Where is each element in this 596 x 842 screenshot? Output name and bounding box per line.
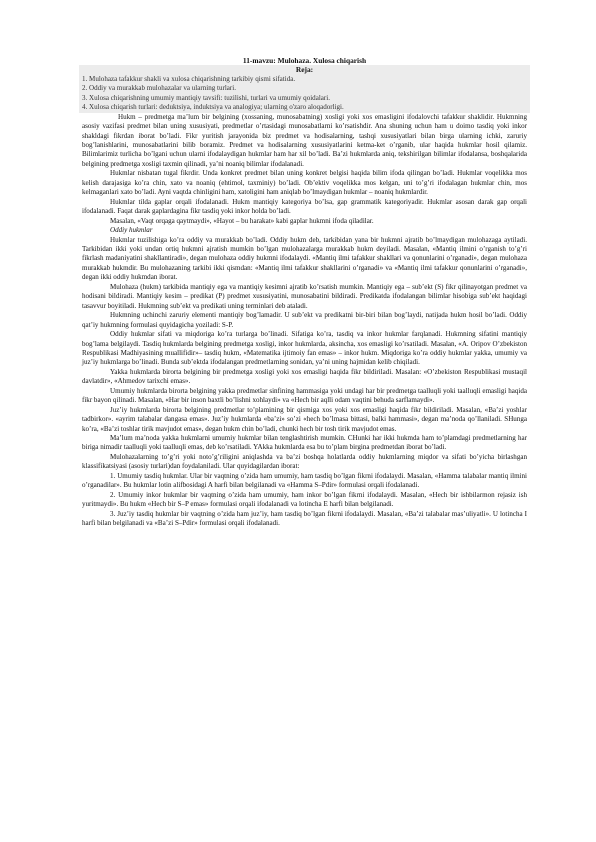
section-subheading: Oddiy hukmlar — [110, 226, 153, 235]
paragraph: Masalan, «Vaqt orqaga qaytmaydi», «Hayot – bu harakat» kabi gaplar hukmni ifoda qiladilar. — [110, 216, 374, 225]
paragraph: Mulohaza (hukm) tarkibida mantiqiy ega va mantiqiy kesimni ajratib ko’rsatish mumkin. Mantiqiy ega – sub’ekt (S) fikr qilinayotgan predmet va hodisani bildiradi. Mantiqiy kesim – predikat (P) predmet xususiyatini, munosabatini bildiradi. Predikatda ifodalangan bilimlar hisobiga sub’ekt haqidagi tasavvur boyitiladi. Hukmning sub’ekt va predikati uning terminlari deb ataladi. — [82, 282, 527, 310]
paragraph: Ma’lum ma’noda yakka hukmlarni umumiy hukmlar bilan tenglashtirish mumkin. CHunki har ikki hukmda ham to’plamdagi predmetlarning har biriga nimadir taalluqli yoki taalluqli emas, deb ko’rsatiladi. YAkka hukmlarda esa bu to’plam birgina predmetdan iborat bo’ladi. — [82, 434, 527, 452]
plan-item: 1. Mulohaza tafakkur shakli va xulosa chiqarishning tarkibiy qismi sifatida. — [82, 74, 296, 83]
paragraph: Yakka hukmlarda birorta belgining bir predmetga xosligi yoki xos emasligi haqida fikr bildiriladi. Masalan: «O’zbekiston Respublikasi mustaqil davlatdir», «Ahmedov tarixchi emas». — [82, 367, 527, 386]
paragraph: Hukm – predmetga ma’lum bir belgining (xossaning, munosabatning) xosligi yoki xos emasligini ifodalovchi tafakkur shaklidir. Hukmning asosiy vazifasi predmet bilan uning xususiyati, predmetlar o’rtasidagi munosabatlarni ko’rsatishdir. Ana shuning uchun ham u doimo tasdiq yoki inkor shakldagi fikrdan iborat bo’ladi. Fikr yuritish jarayonida biz predmet va hodisalarning, tashqi xususiyatlari bilan birga ularning ichki, zaruriy bog’lanishlarini, munosabatlarini bilib boramiz. Predmet va hodisalarning xususiyatlarini ketma-ket o’rganib, ular haqida hukmlar hosil qilamiz. Bilimlarimiz turlicha bo’lgani uchun ularni ifodalaydigan hukmlar ham har xil bo’ladi. Ba’zi hukmlarda aniq, tekshirilgan bilimlar ifodalansa, boshqalarida belgining predmetga xosligi taxmin qilinadi, ya’ni noaniq bilimlar ifodalanadi. — [82, 112, 527, 168]
paragraph: 1. Umumiy tasdiq hukmlar. Ular bir vaqtning o’zida ham umumiy, ham tasdiq bo’lgan fikrni ifodalaydi. Masalan, «Hamma talabalar mantiq ilmini o’rganadilar». Bu hukmlar lotin alifbosidagi A harfi bilan belgilanadi va «Hamma S–Pdir» formulasi orqali ifodalanadi. — [82, 471, 527, 490]
paragraph: 3. Juz’iy tasdiq hukmlar bir vaqtning o’zida ham juz’iy, ham tasdiq bo’lgan fikrni ifodalaydi. Masalan, «Ba’zi talabalar mas’uliyatli». U lotincha I harfi bilan belgilanadi va «Ba’zi S–Pdir» formulasi orqali ifodalanadi. — [82, 509, 527, 528]
paragraph: Hukmlar tuzilishiga ko’ra oddiy va murakkab bo’ladi. Oddiy hukm deb, tarkibidan yana bir hukmni ajratib bo’lmaydigan mulohazaga aytiladi. Tarkibidan ikki yoki undan ortiq hukmni ajratish mumkin bo’lgan mulohazalarga murakkab hukm deyiladi. Masalan, «Mantiq ilmini o’rganish to’g’ri fikrlash madaniyatini shakllantiradi», degan mulohaza oddiy hukmni ifodalaydi. «Mantiq ilmi tafakkur shakllari va qonunlarini o’rganadi», degan mulohaza murakkab hukmdir. Bu mulohazaning tarkibi ikki qismdan: «Mantiq ilmi tafakkur shakllarini o’rganadi» va «Mantiq ilmi tafakkur qonunlarini o’rganadi», degan ikki oddiy hukmdan iborat. — [82, 235, 527, 282]
plan-heading: Reja: — [295, 65, 314, 75]
paragraph: Oddiy hukmlar sifati va miqdoriga ko’ra turlarga bo’linadi. Sifatiga ko’ra, tasdiq va inkor hukmlar farqlanadi. Hukmning sifatini mantiqiy bog’lama belgilaydi. Tasdiq hukmlarda belgining predmetga xosligi, inkor hukmlarda, aksincha, xos emasligi ko’rsatiladi. Masalan, «A. Oripov O’zbekiston Respublikasi Madhiyasining muallifidir»– tasdiq hukm, «Matematika ijtimoiy fan emas» – inkor hukm. Miqdoriga ko’ra oddiy hukmlar yakka, umumiy va juz’iy hukmlarga bo’linadi. Bunda sub’ektda ifodalangan predmetlarning sonidan, ya’ni uning hajmidan kelib chiqiladi. — [82, 330, 527, 367]
document-title: 11-mavzu: Mulohaza. Xulosa chiqarish — [242, 56, 367, 65]
plan-item: 3. Xulosa chiqarishning umumiy mantiqiy tavsifi: tuzilishi, turlari va umumiy qoidalari. — [82, 93, 330, 102]
plan-item: 2. Oddiy va murakkab mulohazalar va ularning turlari. — [82, 84, 237, 93]
plan-item: 4. Xulosa chiqarish turlari: deduktsiya, induktsiya va analogiya; ularning o'zaro aloqadorligi. — [82, 103, 344, 112]
paragraph: Juz’iy hukmlarda birorta belgining predmetlar to’plamining bir qismiga xos yoki xos emasligi haqida fikr bildiriladi. Masalan, «Ba’zi yoshlar tadbirkor». «ayrim talabalar dangasa emas». Juz’iy hukmlarda «ba’zi» so’zi «hech bo’lmasa bittasi, balki hammasi», degan ma’noda qo’llaniladi. SHunga ko’ra, «Ba’zi toshlar tirik mavjudot emas», degan hukm chin bo’ladi, chunki hech bir tosh tirik mavjudot emas. — [82, 405, 527, 433]
paragraph: Hukmlar tilda gaplar orqali ifodalanadi. Hukm mantiqiy kategoriya bo’lsa, gap grammatik kategoriyadir. Hukmlar asosan darak gap orqali ifodalanadi. Faqat darak gaplardagina fikr tasdiq yoki inkor holda bo’ladi. — [82, 197, 527, 216]
paragraph: Hukmlar nisbatan tugal fikrdir. Unda konkret predmet bilan uning konkret belgisi haqida bilim ifoda qilingan bo’ladi. Hukmlar voqelikka mos kelish darajasiga ko’ra chin, xato va noaniq (ehtimol, taxminiy) bo’ladi. Ob’ektiv voqelikka mos kelgan, uni to’g’ri ifodalagan hukmlar chin, mos kelmaganlari xato bo’ladi. Ayni vaqtda chinligini ham, xatoligini ham aniqlab bo’lmaydigan hukmlar – noaniq hukmlardir. — [82, 169, 527, 197]
paragraph: Umumiy hukmlarda birorta belgining yakka predmetlar sinfining hammasiga yoki undagi har bir predmetga taalluqli yoki taalluqli emasligi haqida fikr bayon qilinadi. Masalan, «Har bir inson baxtli bo’lishni xohlaydi» va «Hech bir aqlli odam vaqtini behuda sarflamaydi». — [82, 386, 527, 405]
plan-section — [79, 65, 530, 112]
paragraph: Mulohazalarning to’g’ri yoki noto’g’riligini aniqlashda va ba’zi boshqa holatlarda oddiy hukmlarning miqdor va sifati bo’yicha birlashgan klassifikatsiyasi (asosiy turlari)dan foydalaniladi. Ular quyidagilardan iborat: — [82, 452, 527, 471]
document-page — [82, 56, 527, 529]
paragraph: Hukmning uchinchi zaruriy elementi mantiqiy bog’lamadir. U sub’ekt va predikatni bir-biri bilan bog’laydi, natijada hukm hosil bo’ladi. Oddiy qat’iy hukmning formulasi quyidagicha yoziladi: S-P. — [82, 311, 527, 329]
paragraph: 2. Umumiy inkor hukmlar bir vaqtning o’zida ham umumiy, ham inkor bo’lgan fikrni ifodalaydi. Masalan, «Hech bir ishbilarmon rejasiz ish yuritmaydi». Bu hukm «Hech bir S–P emas» formulasi orqali ifodalanadi va lotincha E harfi bilan belgilanadi. — [82, 490, 527, 509]
